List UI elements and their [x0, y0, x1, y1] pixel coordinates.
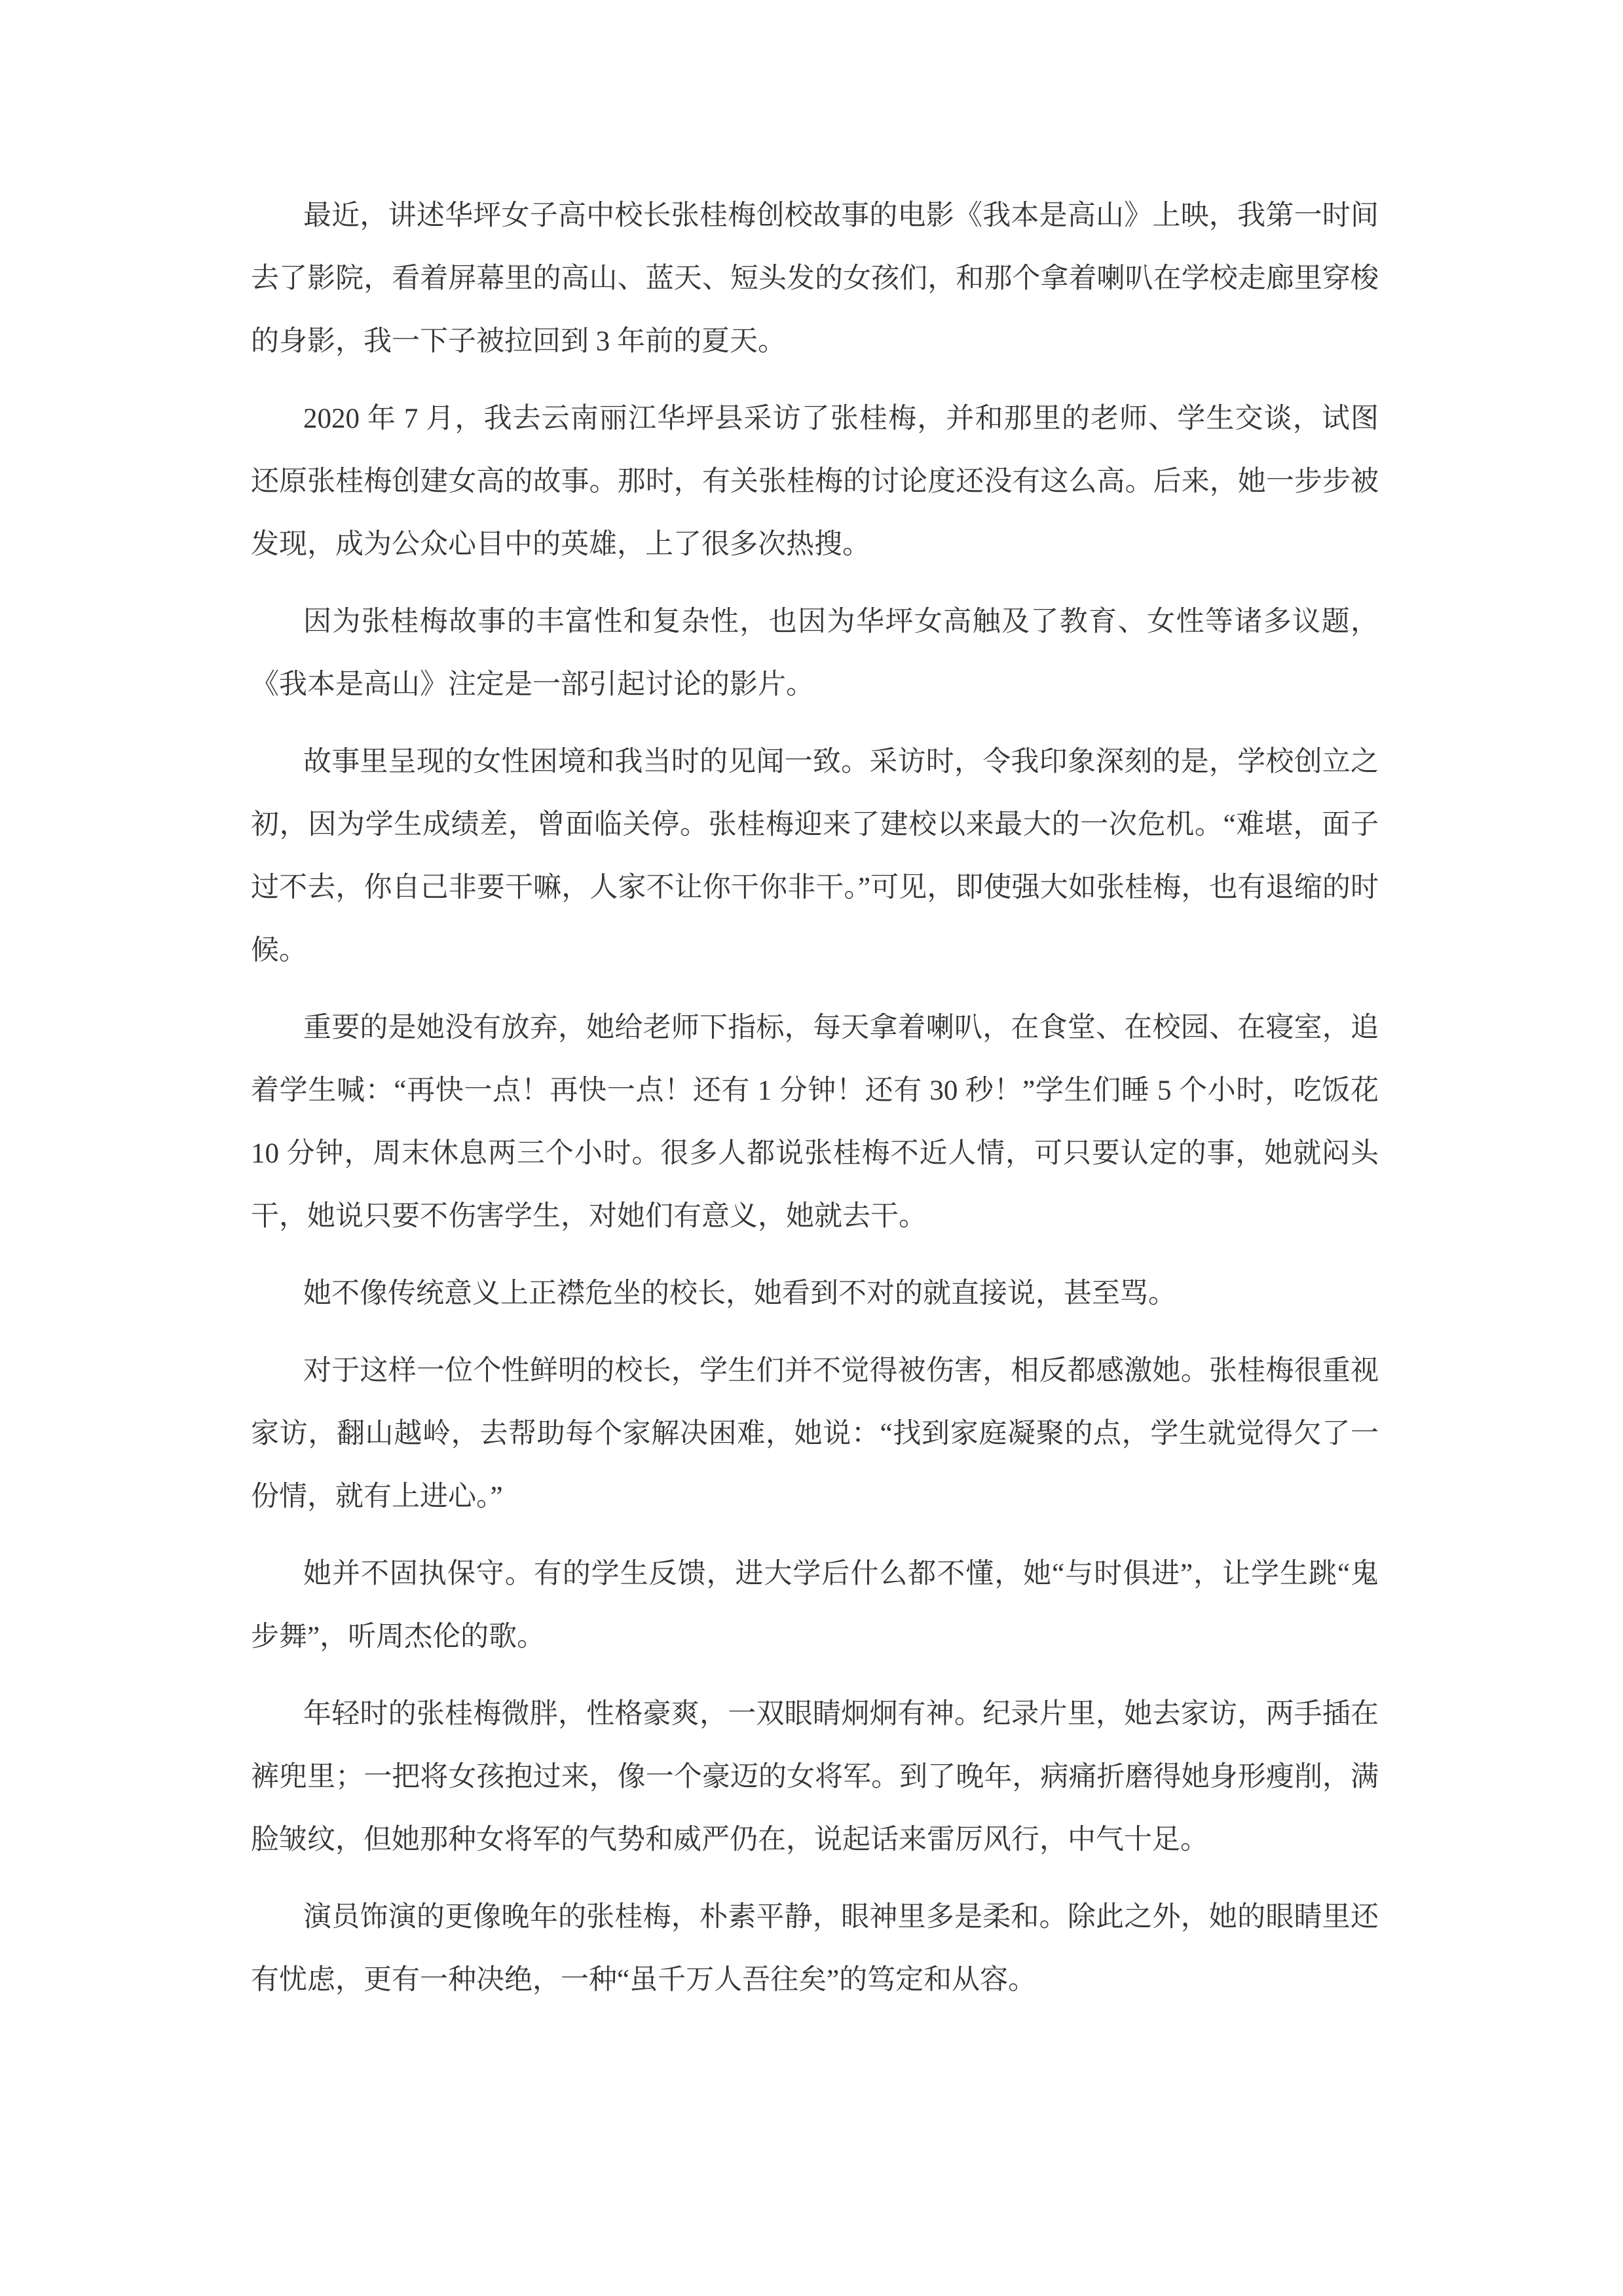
- document-body: [251, 185, 1379, 2012]
- paragraph: 她并不固执保守。有的学生反馈，进大学后什么都不懂，她“与时俱进”，让学生跳“鬼步舞”，听周杰伦的歌。: [251, 1559, 1379, 1652]
- paragraph: 故事里呈现的女性困境和我当时的见闻一致。采访时，令我印象深刻的是，学校创立之初，因为学生成绩差，曾面临关停。张桂梅迎来了建校以来最大的一次危机。“难堪，面子过不去，你自己非要干嘛，人家不让你干你非干。”可见，即使强大如张桂梅，也有退缩的时候。: [251, 747, 1379, 966]
- paragraph: 她不像传统意义上正襟危坐的校长，她看到不对的就直接说，甚至骂。: [303, 1278, 1176, 1309]
- paragraph: 2020 年 7 月，我去云南丽江华坪县采访了张桂梅，并和那里的老师、学生交谈，试图还原张桂梅创建女高的故事。那时，有关张桂梅的讨论度还没有这么高。后来，她一步步被发现，成为公众心目中的英雄，上了很多次热搜。: [251, 403, 1379, 560]
- paragraph: 对于这样一位个性鲜明的校长，学生们并不觉得被伤害，相反都感激她。张桂梅很重视家访，翻山越岭，去帮助每个家解决困难，她说：“找到家庭凝聚的点，学生就觉得欠了一份情，就有上进心。”: [251, 1356, 1379, 1512]
- paragraph: 年轻时的张桂梅微胖，性格豪爽，一双眼睛炯炯有神。纪录片里，她去家访，两手插在裤兜里；一把将女孩抱过来，像一个豪迈的女将军。到了晚年，病痛折磨得她身形瘦削，满脸皱纹，但她那种女将军的气势和威严仍在，说起话来雷厉风行，中气十足。: [251, 1699, 1379, 1855]
- paragraph: 演员饰演的更像晚年的张桂梅，朴素平静，眼神里多是柔和。除此之外，她的眼睛里还有忧虑，更有一种决绝，一种“虽千万人吾往矣”的笃定和从容。: [251, 1902, 1379, 1995]
- paragraph: 最近，讲述华坪女子高中校长张桂梅创校故事的电影《我本是高山》上映，我第一时间去了影院，看着屏幕里的高山、蓝天、短头发的女孩们，和那个拿着喇叭在学校走廊里穿梭的身影，我一下子被拉回到 3 年前的夏天。: [251, 200, 1379, 357]
- paragraph: 因为张桂梅故事的丰富性和复杂性，也因为华坪女高触及了教育、女性等诸多议题，《我本是高山》注定是一部引起讨论的影片。: [251, 606, 1379, 700]
- paragraph: 重要的是她没有放弃，她给老师下指标，每天拿着喇叭，在食堂、在校园、在寝室，追着学生喊：“再快一点！再快一点！还有 1 分钟！还有 30 秒！”学生们睡 5 个小时，吃饭花 10 分钟，周末休息两三个小时。很多人都说张桂梅不近人情，可只要认定的事，她就闷头干，她说只要不伤害学生，对她们有意义，她就去干。: [251, 1012, 1379, 1232]
